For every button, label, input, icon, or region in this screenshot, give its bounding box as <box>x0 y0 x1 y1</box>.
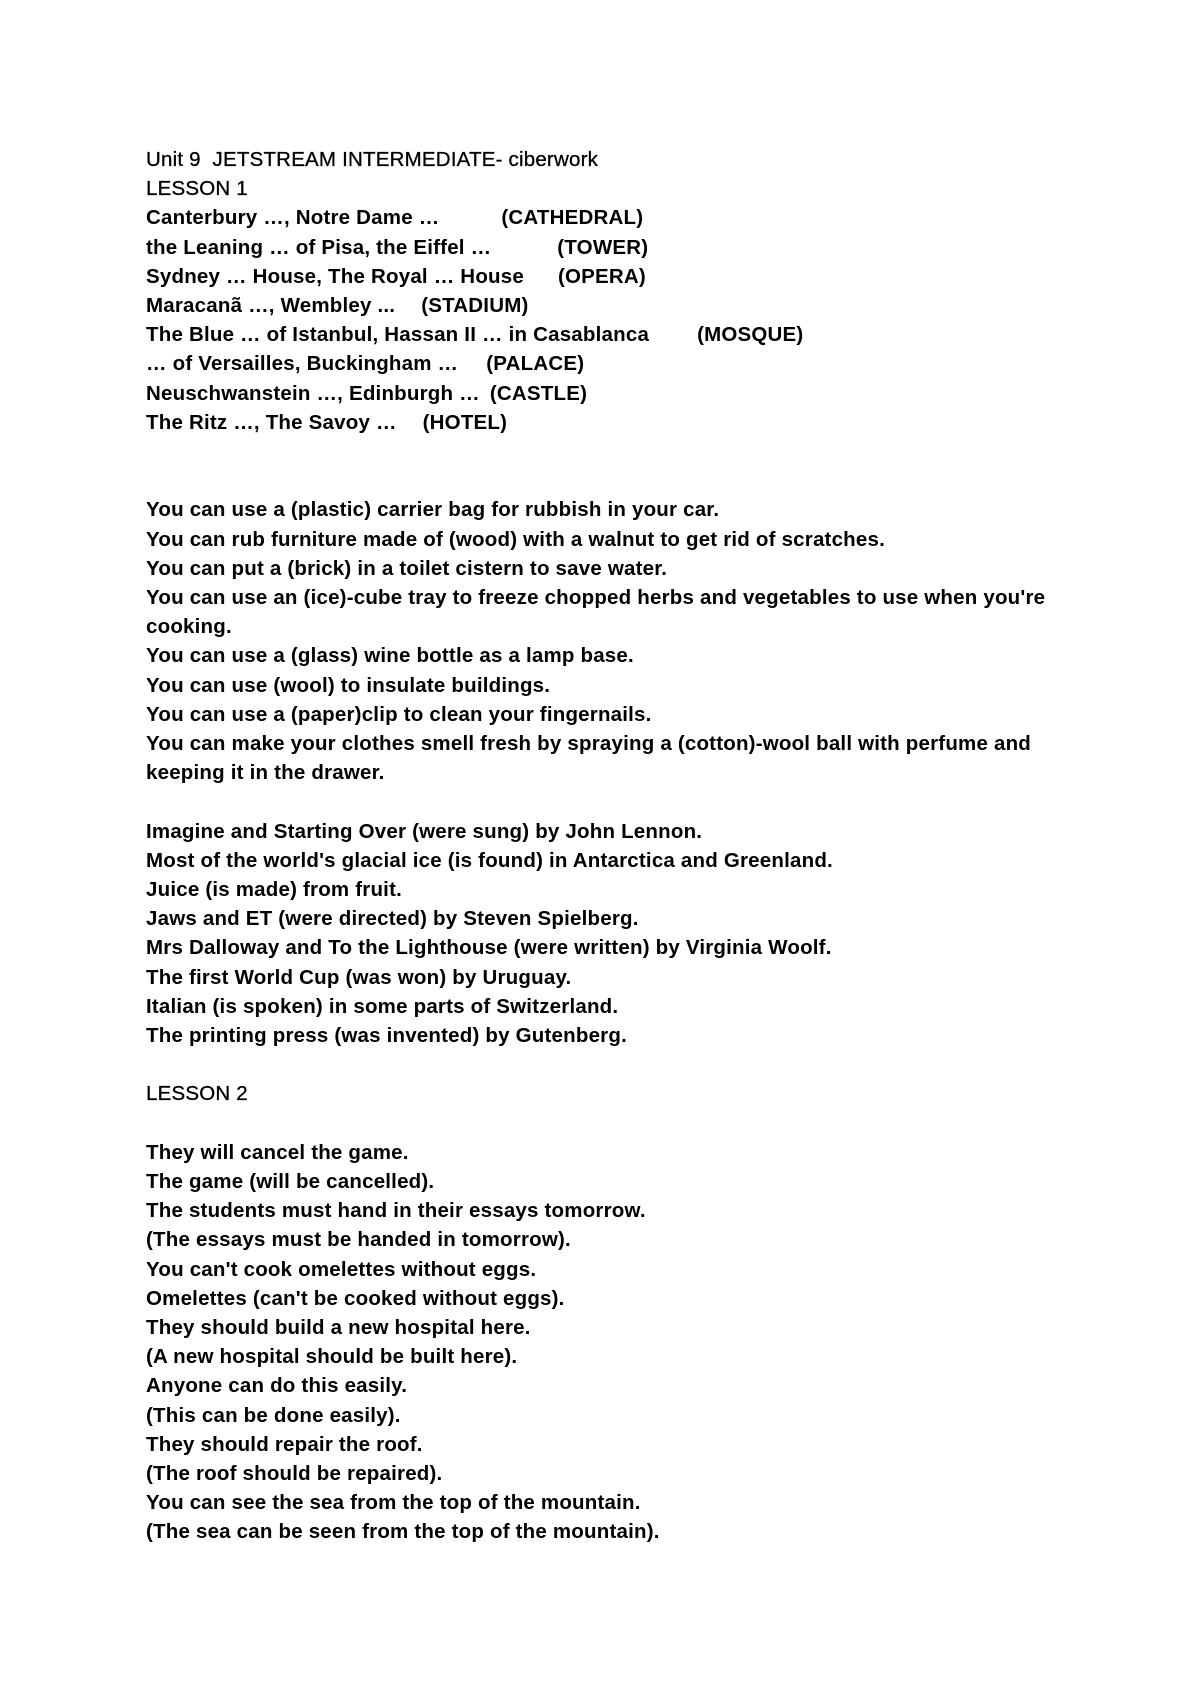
building-text: Sydney … House, The Royal … House <box>146 264 524 288</box>
spacer <box>146 1109 1076 1138</box>
passive-sentence: Juice (is made) from fruit. <box>146 878 403 902</box>
buildings-list <box>146 203 1076 437</box>
passive-sentence: The first World Cup (was won) by Uruguay. <box>146 965 572 989</box>
passive-sentence: Most of the world's glacial ice (is found) in Antarctica and Greenland. <box>146 848 833 872</box>
building-answer: (MOSQUE) <box>697 323 804 347</box>
spacer <box>146 787 1076 816</box>
building-answer: (CATHEDRAL) <box>501 206 644 230</box>
passive-sentence: Mrs Dalloway and To the Lighthouse (were written) by Virginia Woolf. <box>146 936 832 960</box>
lesson-2-line: Anyone can do this easily. <box>146 1374 408 1398</box>
building-item <box>146 262 1076 291</box>
lesson-2-line: You can see the sea from the top of the mountain. <box>146 1491 641 1515</box>
building-answer: (PALACE) <box>486 352 585 376</box>
passive-sentence: The printing press (was invented) by Gutenberg. <box>146 1024 627 1048</box>
building-text: The Blue … of Istanbul, Hassan II … in Casablanca <box>146 323 650 347</box>
building-item <box>146 379 1076 408</box>
building-answer: (CASTLE) <box>489 381 588 405</box>
material-sentence: You can use an (ice)-cube tray to freeze chopped herbs and vegetables to use when you're cooking. <box>146 586 1046 639</box>
lesson-2-line: The game (will be cancelled). <box>146 1170 435 1194</box>
lesson-2-line: (The essays must be handed in tomorrow). <box>146 1228 571 1252</box>
spacer <box>146 437 1076 495</box>
lesson-2-line: (A new hospital should be built here). <box>146 1345 518 1369</box>
materials-list <box>146 495 1076 787</box>
lesson-2-line: Omelettes (can't be cooked without eggs). <box>146 1286 565 1310</box>
passives-list <box>146 817 1076 1051</box>
building-text: the Leaning … of Pisa, the Eiffel … <box>146 235 492 259</box>
material-sentence: You can rub furniture made of (wood) with a walnut to get rid of scratches. <box>146 527 885 551</box>
building-text: The Ritz …, The Savoy … <box>146 410 397 434</box>
building-item <box>146 408 1076 437</box>
lesson-2-heading: LESSON 2 <box>146 1082 248 1106</box>
building-item <box>146 233 1076 262</box>
material-sentence: You can use a (paper)clip to clean your fingernails. <box>146 702 652 726</box>
building-answer: (STADIUM) <box>421 294 529 318</box>
lesson-2-line: (The sea can be seen from the top of the mountain). <box>146 1520 660 1544</box>
material-sentence: You can put a (brick) in a toilet cistern to save water. <box>146 556 668 580</box>
document-title: Unit 9 JETSTREAM INTERMEDIATE- ciberwork <box>146 148 599 171</box>
lesson-2-line: They should build a new hospital here. <box>146 1316 531 1340</box>
material-sentence: You can use a (glass) wine bottle as a lamp base. <box>146 644 634 668</box>
lesson-2-line: You can't cook omelettes without eggs. <box>146 1257 537 1281</box>
building-text: Maracanã …, Wembley ... <box>146 294 396 318</box>
lesson-2-line: (This can be done easily). <box>146 1403 401 1427</box>
lesson-2-line: (The roof should be repaired). <box>146 1462 443 1486</box>
spacer <box>146 1050 1076 1079</box>
building-item <box>146 320 1076 349</box>
building-text: Canterbury …, Notre Dame … <box>146 206 440 230</box>
building-item <box>146 291 1076 320</box>
document-page <box>146 145 1076 1547</box>
building-text: … of Versailles, Buckingham … <box>146 352 459 376</box>
passive-sentence: Jaws and ET (were directed) by Steven Spielberg. <box>146 907 639 931</box>
material-sentence: You can make your clothes smell fresh by spraying a (cotton)-wool ball with perfume and keeping it in the drawer. <box>146 732 1032 785</box>
building-answer: (TOWER) <box>557 235 649 259</box>
lesson-2-line: They should repair the roof. <box>146 1432 423 1456</box>
building-answer: (HOTEL) <box>422 410 508 434</box>
passive-sentence: Italian (is spoken) in some parts of Switzerland. <box>146 994 619 1018</box>
material-sentence: You can use a (plastic) carrier bag for rubbish in your car. <box>146 498 720 522</box>
lesson-2-line: They will cancel the game. <box>146 1140 409 1164</box>
lesson-2-list <box>146 1138 1076 1547</box>
building-answer: (OPERA) <box>557 264 646 288</box>
building-item <box>146 203 1076 232</box>
lesson-2-line: The students must hand in their essays tomorrow. <box>146 1199 646 1223</box>
lesson-1-heading: LESSON 1 <box>146 177 248 201</box>
building-item <box>146 349 1076 378</box>
material-sentence: You can use (wool) to insulate buildings. <box>146 673 551 697</box>
passive-sentence: Imagine and Starting Over (were sung) by John Lennon. <box>146 819 703 843</box>
building-text: Neuschwanstein …, Edinburgh … <box>146 381 480 405</box>
